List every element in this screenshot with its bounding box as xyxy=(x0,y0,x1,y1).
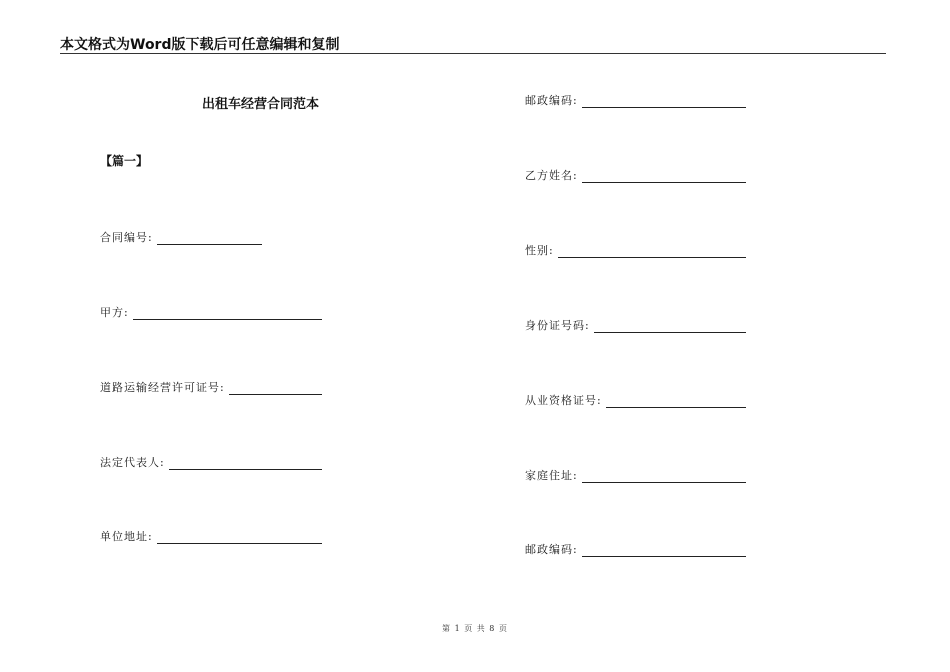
license-number-field xyxy=(100,379,322,395)
fill-in-line xyxy=(157,531,322,544)
postal-code-field xyxy=(525,92,746,108)
field-label: 身份证号码: xyxy=(525,319,590,332)
fill-in-line xyxy=(582,170,746,183)
document-title: 出租车经营合同范本 xyxy=(202,97,320,112)
legal-representative-field xyxy=(100,454,322,470)
field-label: 邮政编码: xyxy=(525,543,578,556)
field-label: 甲方: xyxy=(100,306,129,319)
postal-code-field-2 xyxy=(525,541,746,557)
page-header xyxy=(60,34,886,54)
page-footer: 第 1 页 共 8 页 xyxy=(442,624,508,633)
fill-in-line xyxy=(133,307,322,320)
field-label: 合同编号: xyxy=(100,231,153,244)
fill-in-line xyxy=(157,232,262,245)
company-address-field xyxy=(100,528,322,544)
fill-in-line xyxy=(582,544,746,557)
party-a-field xyxy=(100,304,322,320)
fill-in-line xyxy=(594,320,746,333)
field-label: 道路运输经营许可证号: xyxy=(100,381,225,394)
home-address-field xyxy=(525,467,746,483)
field-label: 家庭住址: xyxy=(525,469,578,482)
fill-in-line xyxy=(582,470,746,483)
party-b-name-field xyxy=(525,167,746,183)
field-label: 性别: xyxy=(525,244,554,257)
field-label: 从业资格证号: xyxy=(525,394,602,407)
field-label: 法定代表人: xyxy=(100,456,165,469)
field-label: 乙方姓名: xyxy=(525,169,578,182)
fill-in-line xyxy=(558,245,746,258)
section-label: 【篇一】 xyxy=(100,154,149,168)
fill-in-line xyxy=(606,395,746,408)
id-number-field xyxy=(525,317,746,333)
field-label: 邮政编码: xyxy=(525,94,578,107)
qualification-cert-field xyxy=(525,392,746,408)
field-label: 单位地址: xyxy=(100,530,153,543)
fill-in-line xyxy=(582,95,746,108)
gender-field xyxy=(525,242,746,258)
fill-in-line xyxy=(229,382,322,395)
fill-in-line xyxy=(169,457,322,470)
header-text: 本文格式为Word版下载后可任意编辑和复制 xyxy=(60,37,340,53)
contract-number-field xyxy=(100,229,262,245)
